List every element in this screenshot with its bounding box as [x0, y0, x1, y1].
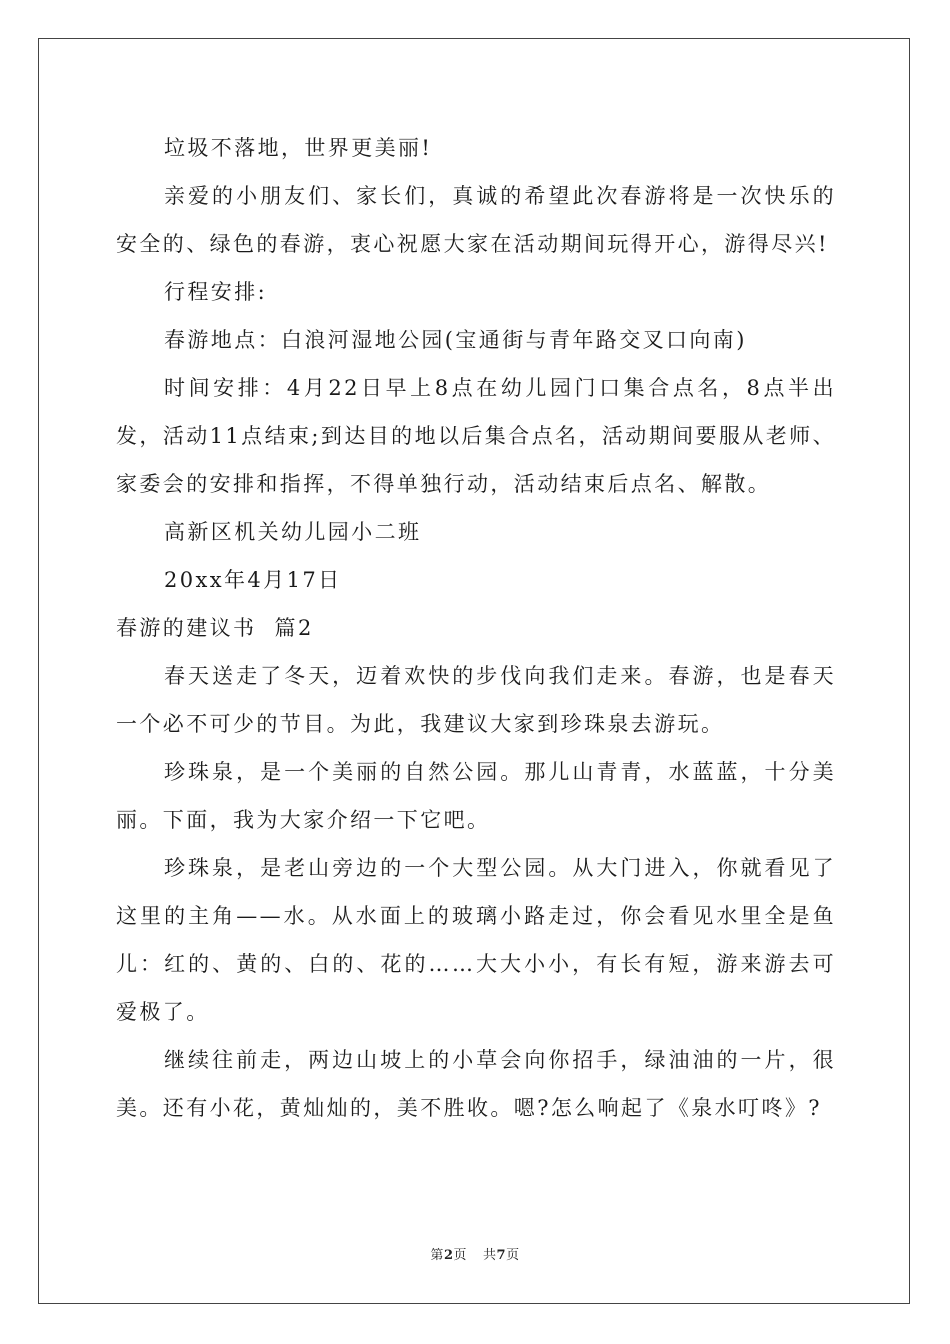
- paragraph-greeting: 亲爱的小朋友们、家长们，真诚的希望此次春游将是一次快乐的安全的、绿色的春游，衷心祝愿大家在活动期间玩得开心，游得尽兴!: [116, 184, 836, 256]
- paragraph-schedule: 时间安排：4月22日早上8点在幼儿园门口集合点名，8点半出发，活动11点结束;到达目的地以后集合点名，活动期间要服从老师、家委会的安排和指挥，不得单独行动，活动结束后点名、解散。: [116, 376, 836, 496]
- paragraph-itinerary-heading: 行程安排:: [164, 280, 268, 304]
- page-prefix: 第: [430, 1248, 444, 1263]
- page-footer: [0, 1244, 950, 1263]
- paragraph-signature-class: 高新区机关幼儿园小二班: [164, 520, 422, 544]
- page-number: 2: [443, 1248, 454, 1263]
- page-total: 7: [496, 1248, 507, 1263]
- paragraph-park-hills: 继续往前走，两边山坡上的小草会向你招手，绿油油的一片，很美。还有小花，黄灿灿的，美不胜收。嗯?怎么响起了《泉水叮咚》?: [116, 1048, 836, 1120]
- total-prefix: 共: [483, 1248, 497, 1263]
- document-body: [116, 124, 836, 1132]
- page-suffix: 页: [453, 1248, 467, 1263]
- paragraph-park-water: 珍珠泉，是老山旁边的一个大型公园。从大门进入，你就看见了这里的主角——水。从水面上的玻璃小路走过，你会看见水里全是鱼儿：红的、黄的、白的、花的……大大小小，有长有短，游来游去可爱极了。: [116, 856, 836, 1024]
- paragraph-spring-intro: 春天送走了冬天，迈着欢快的步伐向我们走来。春游，也是春天一个必不可少的节目。为此，我建议大家到珍珠泉去游玩。: [116, 664, 836, 736]
- paragraph-signature-date: 20xx年4月17日: [164, 568, 342, 592]
- paragraph-location: 春游地点：白浪河湿地公园(宝通街与青年路交叉口向南): [164, 328, 747, 352]
- paragraph-slogan: 垃圾不落地，世界更美丽!: [164, 136, 433, 160]
- paragraph-park-intro: 珍珠泉，是一个美丽的自然公园。那儿山青青，水蓝蓝，十分美丽。下面，我为大家介绍一下它吧。: [116, 760, 836, 832]
- section-heading: 春游的建议书 篇2: [116, 616, 314, 640]
- total-suffix: 页: [506, 1248, 520, 1263]
